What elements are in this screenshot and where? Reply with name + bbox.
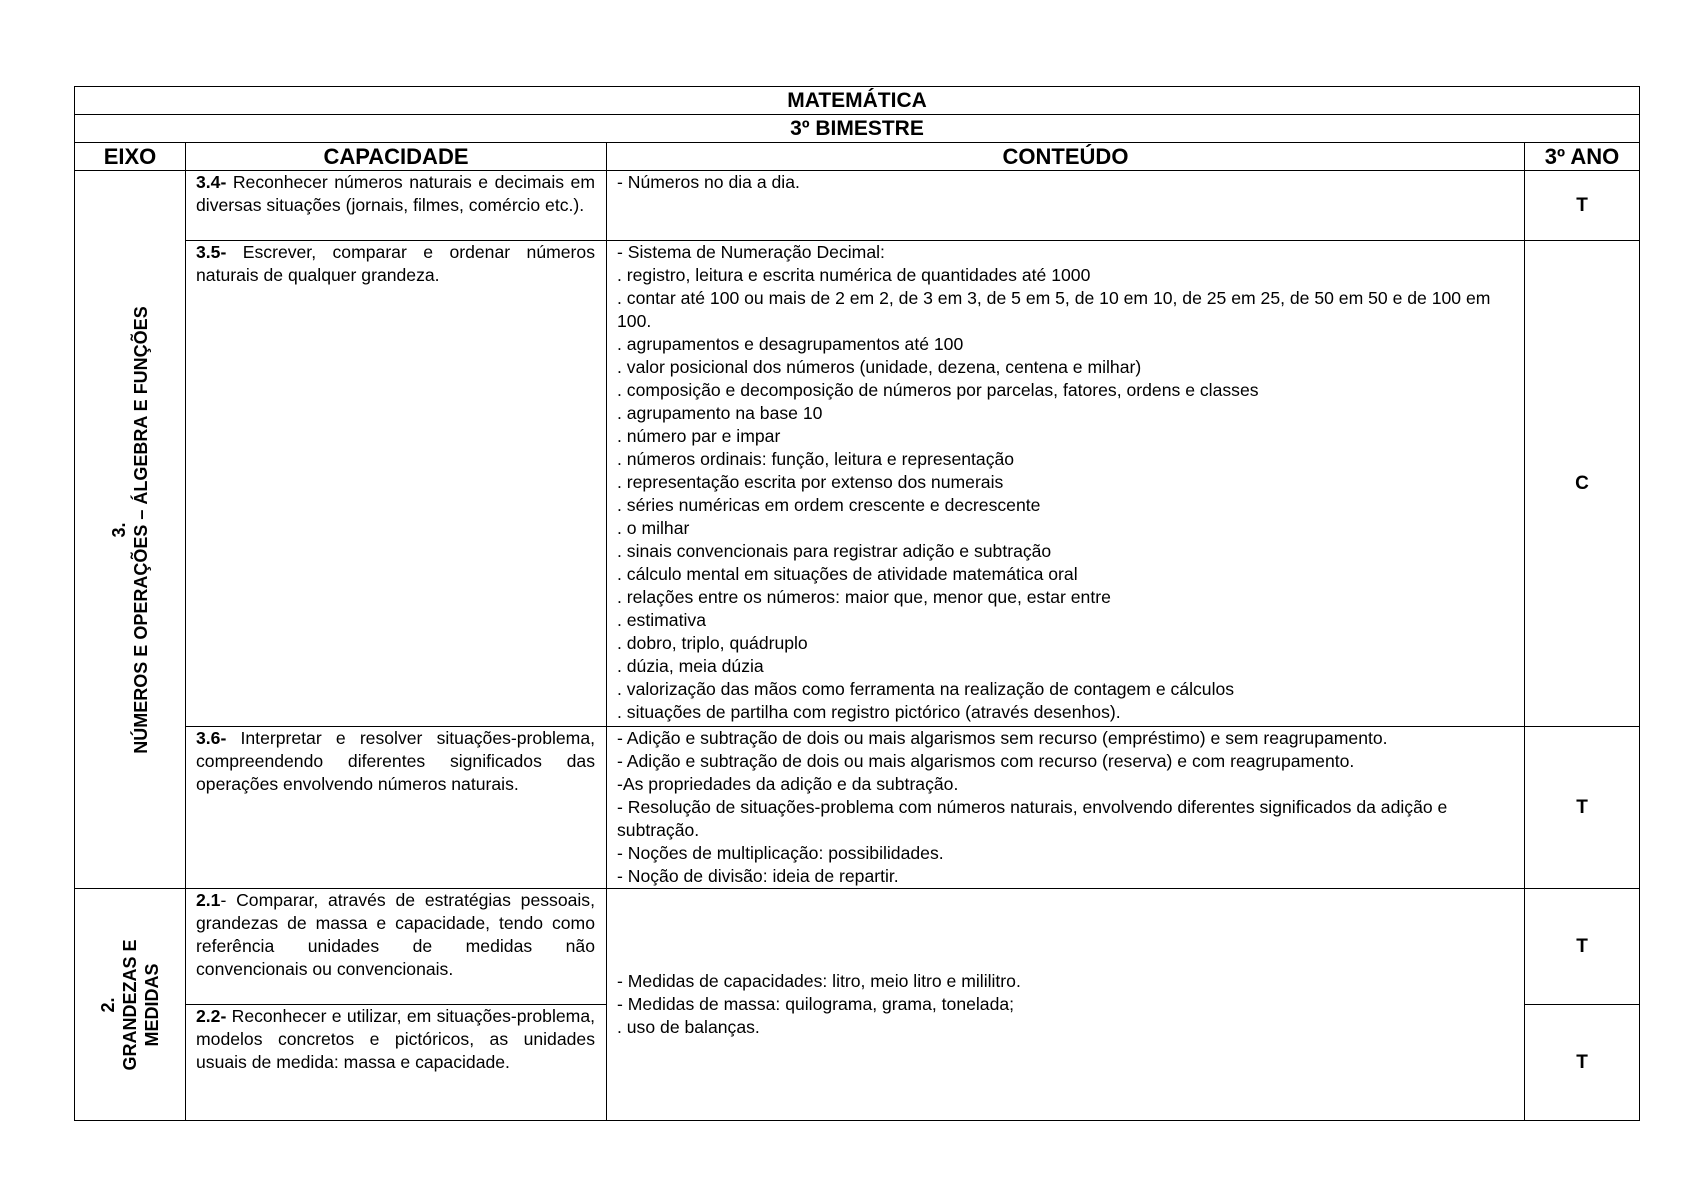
eixo-vertical-label [97,939,163,1070]
conteudo-line: - Adição e subtração de dois ou mais algarismos com recurso (reserva) e com reagrupamento. [617,751,1355,771]
conteudo-cell [607,889,1525,1121]
capacidade-text: Escrever, comparar e ordenar números naturais de qualquer grandeza. [196,242,595,285]
conteudo-line: - Noções de multiplicação: possibilidades. [617,843,944,863]
column-header-ano: 3º ANO [1525,143,1640,171]
capacidade-text: Reconhecer números naturais e decimais em diversas situações (jornais, filmes, comércio etc.). [196,172,595,215]
conteudo-line: - Medidas de capacidades: litro, meio litro e mililitro. [617,971,1021,991]
conteudo-line: . uso de balanças. [617,1017,760,1037]
capacidade-cell [186,727,607,889]
conteudo-line: . valorização das mãos como ferramenta na realização de contagem e cálculos [617,679,1235,699]
eixo-name: NÚMEROS E OPERAÇÕES – ÁLGEBRA E FUNÇÕES [131,305,151,754]
eixo-name: MEDIDAS [142,962,162,1047]
conteudo-line: . representação escrita por extenso dos numerais [617,472,1004,492]
conteudo-cell [607,171,1525,241]
ano-value: T [1525,1005,1640,1121]
conteudo-line: - Resolução de situações-problema com números naturais, envolvendo diferentes significados da adição e subtração. [617,797,1448,840]
capacidade-cell [186,1005,607,1121]
conteudo-line: . contar até 100 ou mais de 2 em 2, de 3 em 3, de 5 em 5, de 10 em 10, de 25 em 25, de 50 em 50 e de 100 em 100. [617,288,1491,331]
capacidade-number: 3.4- [196,172,227,192]
capacidade-text: Interpretar e resolver situações-problema, compreendendo diferentes significados das operações envolvendo números naturais. [196,728,595,794]
conteudo-line: . números ordinais: função, leitura e representação [617,449,1015,469]
conteudo-line: . cálculo mental em situações de atividade matemática oral [617,564,1078,584]
capacidade-number: 3.6- [196,728,227,748]
capacidade-cell [186,889,607,1005]
conteudo-line: . número par e impar [617,426,781,446]
conteudo-line: . dúzia, meia dúzia [617,656,764,676]
ano-value: C [1525,241,1640,727]
curriculum-table [74,86,1640,1121]
column-header-eixo: EIXO [75,143,186,171]
conteudo-cell [607,727,1525,889]
capacidade-number: 2.2- [196,1006,227,1026]
eixo-number: 2. [98,996,118,1013]
conteudo-line: . sinais convencionais para registrar adição e subtração [617,541,1052,561]
conteudo-line: - Adição e subtração de dois ou mais algarismos sem recurso (empréstimo) e sem reagrupamento. [617,728,1388,748]
conteudo-line: . situações de partilha com registro pictórico (através desenhos). [617,702,1121,722]
conteudo-line: . valor posicional dos números (unidade, dezena, centena e milhar) [617,357,1142,377]
conteudo-line: . relações entre os números: maior que, menor que, estar entre [617,587,1111,607]
conteudo-line: . agrupamento na base 10 [617,403,823,423]
eixo-grandezas-medidas [75,889,186,1121]
conteudo-line: . composição e decomposição de números por parcelas, fatores, ordens e classes [617,380,1259,400]
eixo-numeros-operacoes [75,171,186,889]
eixo-name: GRANDEZAS E [120,938,140,1071]
conteudo-line: . estimativa [617,610,706,630]
subject-title: MATEMÁTICA [75,87,1640,115]
conteudo-line: . dobro, triplo, quádruplo [617,633,808,653]
capacidade-cell [186,241,607,727]
column-header-capacidade: CAPACIDADE [186,143,607,171]
conteudo-line: . agrupamentos e desagrupamentos até 100 [617,334,964,354]
capacidade-text: Reconhecer e utilizar, em situações-problema, modelos concretos e pictóricos, as unidades usuais de medida: massa e capacidade. [196,1006,595,1072]
conteudo-line: . o milhar [617,518,690,538]
capacidade-cell [186,171,607,241]
conteudo-line: . registro, leitura e escrita numérica de quantidades até 1000 [617,265,1091,285]
capacidade-number: 3.5- [196,242,227,262]
conteudo-cell [607,241,1525,727]
conteudo-line: - Noção de divisão: ideia de repartir. [617,866,899,886]
capacidade-text: - Comparar, através de estratégias pessoais, grandezas de massa e capacidade, tendo como referência unidades de medidas não convencionais ou convencionais. [196,890,595,979]
ano-value: T [1525,889,1640,1005]
ano-value: T [1525,727,1640,889]
conteudo-line: - Sistema de Numeração Decimal: [617,242,885,262]
conteudo-line: . séries numéricas em ordem crescente e decrescente [617,495,1041,515]
conteudo-line: -As propriedades da adição e da subtração. [617,774,959,794]
conteudo-line: - Números no dia a dia. [617,172,800,192]
eixo-number: 3. [109,521,129,538]
period-title: 3º BIMESTRE [75,115,1640,143]
ano-value: T [1525,171,1640,241]
conteudo-line: - Medidas de massa: quilograma, grama, tonelada; [617,994,1015,1014]
eixo-vertical-label [108,306,152,753]
capacidade-number: 2.1 [196,890,221,910]
column-header-conteudo: CONTEÚDO [607,143,1525,171]
